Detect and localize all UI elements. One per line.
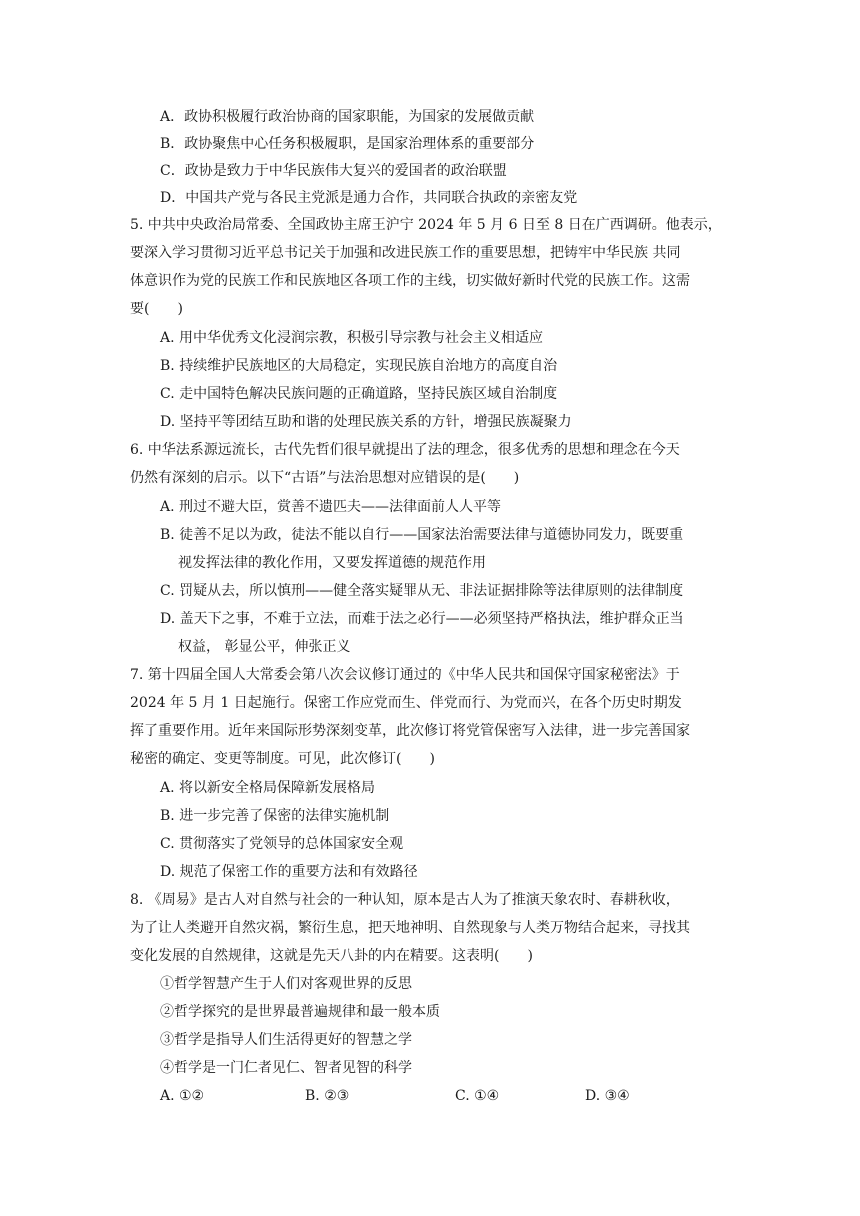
q5-option-a: A. 用中华优秀文化浸润宗教，积极引导宗教与社会主义相适应 [160,330,544,346]
q7-option-b: B. 进一步完善了保密的法律实施机制 [160,808,390,824]
q7-option-a: A. 将以新安全格局保障新发展格局 [160,780,376,796]
q5-stem-line: 要( ) [130,301,183,317]
q8-choice-b: B. ②③ [305,1088,350,1104]
q6-option-a: A. 刑过不避大臣，赏善不遗匹夫——法律面前人人平等 [160,499,502,515]
q5-option-c: C. 走中国特色解决民族问题的正确道路，坚持民族区域自治制度 [160,386,558,402]
q4-option-c: C．政协是致力于中华民族伟大复兴的爱国者的政治联盟 [160,163,507,179]
q7-stem-line: 秘密的确定、变更等制度。可见，此次修订( ) [130,751,435,767]
q8-statement-3: ③哲学是指导人们生活得更好的智慧之学 [160,1032,412,1048]
q8-stem-line: 为了让人类避开自然灾祸，繁衍生息，把天地神明、自然现象与人类万物结合起来，寻找其 [130,920,690,936]
q8-choice-d: D. ③④ [585,1088,630,1104]
q7-stem-line: 7. 第十四届全国人大常委会第八次会议修订通过的《中华人民共和国保守国家秘密法》于 [130,667,680,683]
q4-option-a: A．政协积极履行政治协商的国家职能，为国家的发展做贡献 [160,109,535,125]
q6-option-d: D. 盖天下之事，不难于立法，而难于法之必行——必须坚持严格执法，维护群众正当 [160,611,684,627]
q8-stem-line: 变化发展的自然规律，这就是先天八卦的内在精要。这表明( ) [130,948,533,964]
q6-option-c: C. 罚疑从去，所以慎刑——健全落实疑罪从无、非法证据排除等法律原则的法律制度 [160,583,684,599]
q5-option-b: B. 持续维护民族地区的大局稳定，实现民族自治地方的高度自治 [160,358,558,374]
q7-option-c: C. 贯彻落实了党领导的总体国家安全观 [160,836,404,852]
q7-stem-line: 挥了重要作用。近年来国际形势深刻变革，此次修订将党管保密写入法律，进一步完善国家 [130,723,690,739]
q6-option-b-continued: 视发挥法律的教化作用，又要发挥道德的规范作用 [178,555,486,571]
q8-statement-2: ②哲学探究的是世界最普遍规律和最一般本质 [160,1004,440,1020]
q5-stem-line: 体意识作为党的民族工作和民族地区各项工作的主线，切实做好新时代党的民族工作。这需 [130,273,690,289]
q8-choice-a: A. ①② [160,1088,205,1104]
q5-stem-line: 要深入学习贯彻习近平总书记关于加强和改进民族工作的重要思想，把铸牢中华民族 共同 [130,245,681,261]
q4-option-b: B．政协聚焦中心任务积极履职，是国家治理体系的重要部分 [160,136,535,152]
q7-stem-line: 2024 年 5 月 1 日起施行。保密工作应党而生、伴党而行、为党而兴，在各个历史时期发 [130,695,682,711]
q4-option-d: D．中国共产党与各民主党派是通力合作，共同联合执政的亲密友党 [160,190,578,206]
q5-stem-line: 5. 中共中央政治局常委、全国政协主席王沪宁 2024 年 5 月 6 日至 8 日在广西调研。他表示， [130,217,722,233]
q8-statement-1: ①哲学智慧产生于人们对客观世界的反思 [160,976,412,992]
q6-option-d-continued: 权益， 彰显公平，伸张正义 [178,639,351,655]
q6-stem-line: 6. 中华法系源远流长，古代先哲们很早就提出了法的理念，很多优秀的思想和理念在今天 [130,442,680,458]
q7-option-d: D. 规范了保密工作的重要方法和有效路径 [160,864,418,880]
q8-statement-4: ④哲学是一门仁者见仁、智者见智的科学 [160,1060,412,1076]
q8-stem-line: 8. 《周易》是古人对自然与社会的一种认知，原本是古人为了推演天象农时、春耕秋收， [130,892,680,908]
q8-choice-c: C. ①④ [455,1088,500,1104]
q6-option-b: B. 徒善不足以为政，徒法不能以自行——国家法治需要法律与道德协同发力，既要重 [160,527,684,543]
q6-stem-line: 仍然有深刻的启示。以下“古语”与法治思想对应错误的是( ) [130,470,520,486]
q5-option-d: D. 坚持平等团结互助和谐的处理民族关系的方针，增强民族凝聚力 [160,414,572,430]
